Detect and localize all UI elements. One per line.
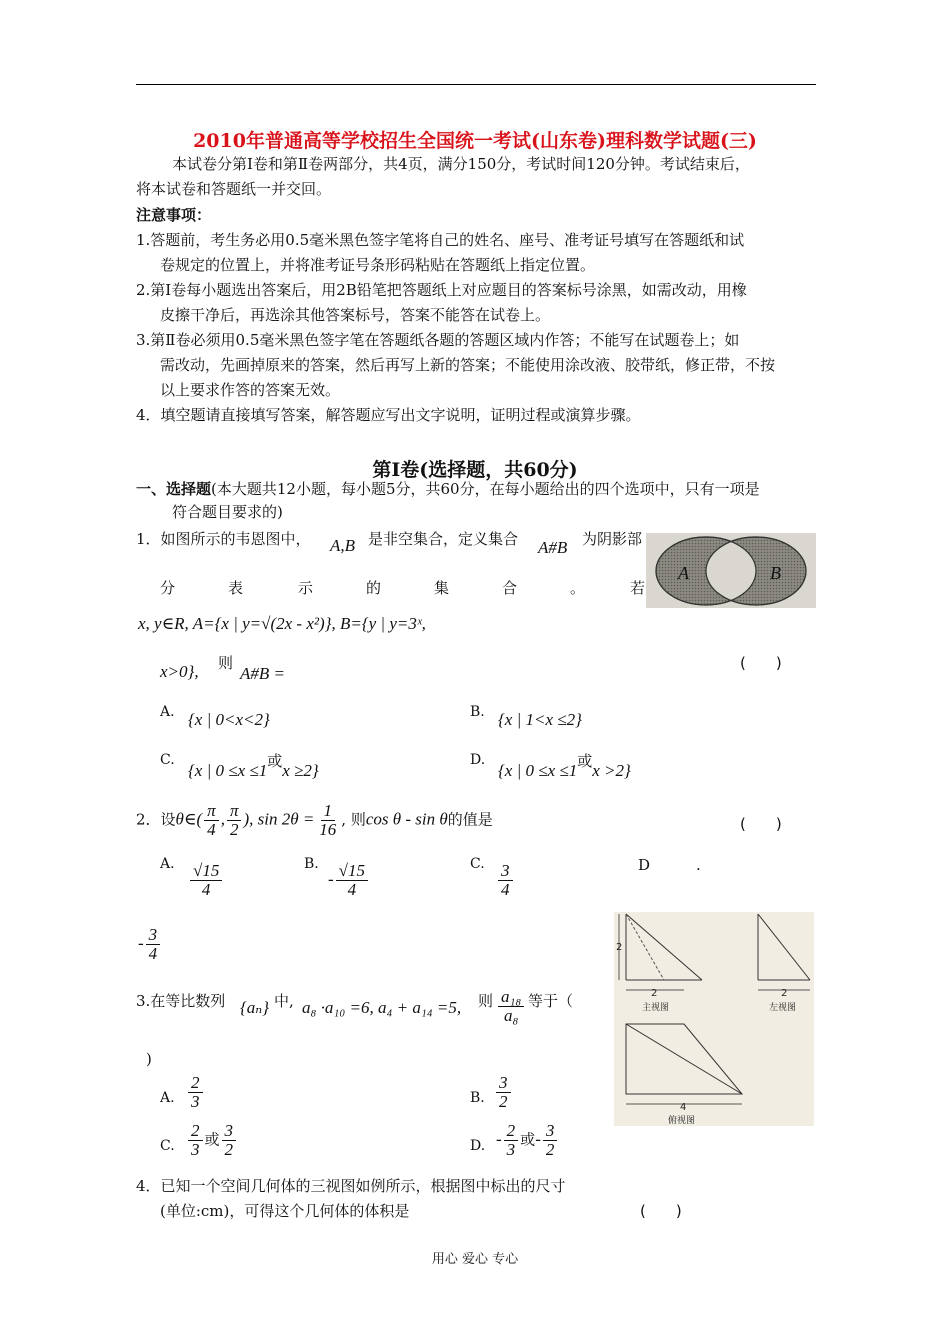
q2-a-num: √15 [190,862,222,881]
dim-side-width: 2 [781,988,788,999]
option-label: C. [470,856,485,872]
q3-sequence: {aₙ} [240,998,269,1017]
q3-then: 则 [478,992,494,1010]
q1-option-d: {x | 0 ≤x ≤1 [498,761,578,780]
option-label: B. [470,1090,485,1106]
q1-stem-c: 是非空集合，定义集合 [368,530,519,548]
q1-word: 表 [228,579,244,597]
q1-option-a: {x | 0<x<2} [188,710,270,729]
page-title: 2010年普通高等学校招生全国统一考试(山东卷)理科数学试题(三) [193,130,757,152]
notice-4: 4．填空题请直接填写答案，解答题应写出文字说明，证明过程或演算步骤。 [136,406,641,424]
three-view-figure [614,912,814,1126]
q3-d-num1: 2 [504,1122,519,1141]
label-front-view: 主视图 [642,1003,670,1013]
q2-theta: θ∈( [175,809,203,829]
venn-diagram [646,533,816,608]
q1-word: 的 [366,579,382,597]
q4-stem-1: 4．已知一个空间几何体的三视图如例所示，根据图中标出的尺寸 [136,1177,566,1195]
option-label: D. [470,752,486,768]
q1-cond-end: x>0}, [160,662,199,681]
notice-3b: 需改动，先画掉原来的答案，然后再写上新的答案；不能使用涂改液、胶带纸，修正带，不按 [160,356,776,374]
option-label: D [638,856,651,874]
q4-stem-2: (单位:cm)，可得这个几何体的体积是 [160,1202,410,1220]
q1-stem-e: 为阴影部 [582,530,643,548]
q2-b-num: √15 [336,862,368,881]
q2-den2: 2 [229,819,239,839]
q2-stem-a: 2．设 [136,810,176,829]
q2-expr: cos θ - sin θ [365,809,448,829]
q2-sixteen: 16 [319,819,337,839]
option-label: A. [160,1090,175,1106]
or-word: 或 [204,1132,220,1149]
q3-ratio-den: a₈ [503,1005,519,1025]
q2-pi: π [227,802,242,821]
or-word: 或 [577,752,593,770]
q1-option-c-end: x ≥2} [282,761,319,780]
q1-set-op: A#B [538,538,568,557]
q1-word: 示 [298,579,314,597]
notice-heading: 注意事项： [136,206,212,224]
q1-word: 合 [502,579,518,597]
option-label: C. [160,752,175,768]
q2-one: 1 [321,802,336,821]
q2-b-den: 4 [347,879,357,899]
q1-condition: x, y∈R, A={x | y=√(2x - x²)}, B={y | y=3ˣ, [138,614,426,633]
part-desc-1: (本大题共12小题，每小题5分，共60分，在每小题给出的四个选项中，只有一项是 [211,480,760,498]
q3-close-paren: ) [146,1050,152,1068]
notice-1a: 1.答题前，考生务必用0.5毫米黑色签字笔将自己的姓名、座号、准考证号填写在答题纸和试 [136,231,745,249]
q3-ratio-num: a₁₈ [498,988,524,1007]
notice-1b: 卷规定的位置上，并将准考证号条形码粘贴在答题纸上指定位置。 [160,256,596,274]
part-label: 一、选择题 [136,480,212,498]
option-dot: . [696,856,701,874]
intro-line-1: 本试卷分第Ⅰ卷和第Ⅱ卷两部分，共4页，满分150分，考试时间120分钟。考试结束后， [172,155,750,173]
or-word: 或 [520,1132,536,1149]
intro-line-2: 将本试卷和答题纸一并交回。 [136,180,332,198]
q1-word: 分 [160,579,176,597]
q1-stem-a: 1．如图所示的韦恩图中， [136,530,311,548]
part-desc-2: 符合题目要求的) [172,503,283,521]
label-top-view: 俯视图 [668,1116,696,1126]
q3-a-num: 2 [188,1074,203,1093]
q4-answer-paren: ( ) [640,1202,682,1220]
q3-stem-c: 中, [274,992,294,1010]
q3-b-num: 3 [496,1074,511,1093]
q3-stem-f: 等于（ [528,992,574,1010]
notice-2a: 2.第Ⅰ卷每小题选出答案后，用2B铅笔把答题纸上对应题目的答案标号涂黑，如需改动，用橡 [136,281,747,299]
q3-c-num2: 3 [222,1122,237,1141]
q3-stem-a: 3.在等比数列 [136,992,226,1010]
q2-d-den: 4 [148,943,158,963]
q2-answer-paren: ( ) [740,815,782,833]
option-label: A. [160,704,175,720]
notice-3c: 以上要求作答的答案无效。 [160,381,341,399]
q2-stem-f: 的值是 [447,810,493,829]
minus-sign: - [138,933,144,953]
q3-c-den2: 2 [224,1139,234,1159]
option-label: B. [304,856,319,872]
page-footer: 用心 爱心 专心 [431,1252,519,1267]
q1-option-c: {x | 0 ≤x ≤1 [188,761,268,780]
minus-sign: - [535,1129,541,1149]
q1-then: 则 [218,654,234,672]
notice-2b: 皮擦干净后，再选涂其他答案标号，答案不能答在试卷上。 [160,306,551,324]
q1-word: 若 [630,579,646,597]
q1-word: 集 [434,579,450,597]
q3-condition: a₈ ·a₁₀ =6, a₄ + a₁₄ =5, [302,998,462,1017]
option-label: C. [160,1138,175,1154]
dim-front-width: 2 [651,988,658,999]
q3-c-num1: 2 [188,1122,203,1141]
q3-b-den: 2 [499,1091,508,1111]
q2-c-den: 4 [501,879,510,899]
venn-label-a: A [678,563,689,583]
option-label: D. [470,1138,486,1154]
notice-3a: 3.第Ⅱ卷必须用0.5毫米黑色签字笔在答题纸各题的答题区域内作答；不能写在试题卷上；如 [136,331,740,349]
q3-a-den: 3 [191,1091,200,1111]
or-word: 或 [267,752,283,770]
dim-top-width: 4 [680,1102,687,1113]
label-side-view: 左视图 [769,1003,797,1013]
q2-stem: 2．设θ∈( $\frac{\pi}{4}$ , $\frac{\pi}{2}$ ), sin 2θ = $\frac{1}{16}$ , 则cos θ - sin θ的值是 [136,801,493,839]
minus-sign: - [496,1129,502,1149]
q1-sets-ab: A,B [330,536,356,555]
q1-option-b: {x | 1<x ≤2} [498,710,582,729]
venn-label-b: B [770,563,781,583]
q1-word: 。 [570,579,586,597]
option-label: A. [160,856,175,872]
q1-question: A#B = [240,664,285,683]
minus-sign: - [328,869,334,889]
header-rule [136,84,816,85]
option-label: B. [470,704,485,720]
q2-d-num: 3 [146,926,161,945]
q3-c-den1: 3 [191,1139,200,1159]
q2-a-den: 4 [201,879,211,899]
q1-answer-paren: ( ) [740,654,782,672]
q2-den4: 4 [207,819,216,839]
q2-sin: ), sin 2θ = [243,809,315,829]
q1-option-d-end: x >2} [592,761,631,780]
q3-d-num2: 3 [543,1122,558,1141]
q2-pi: π [204,802,219,821]
dim-front-height: 2 [616,942,623,953]
q3-d-den2: 2 [545,1139,555,1159]
q3-d-den1: 3 [506,1139,516,1159]
section-heading: 第Ⅰ卷(选择题，共60分) [372,459,578,481]
q2-then: , 则 [341,810,366,829]
q2-c-num: 3 [498,862,513,881]
